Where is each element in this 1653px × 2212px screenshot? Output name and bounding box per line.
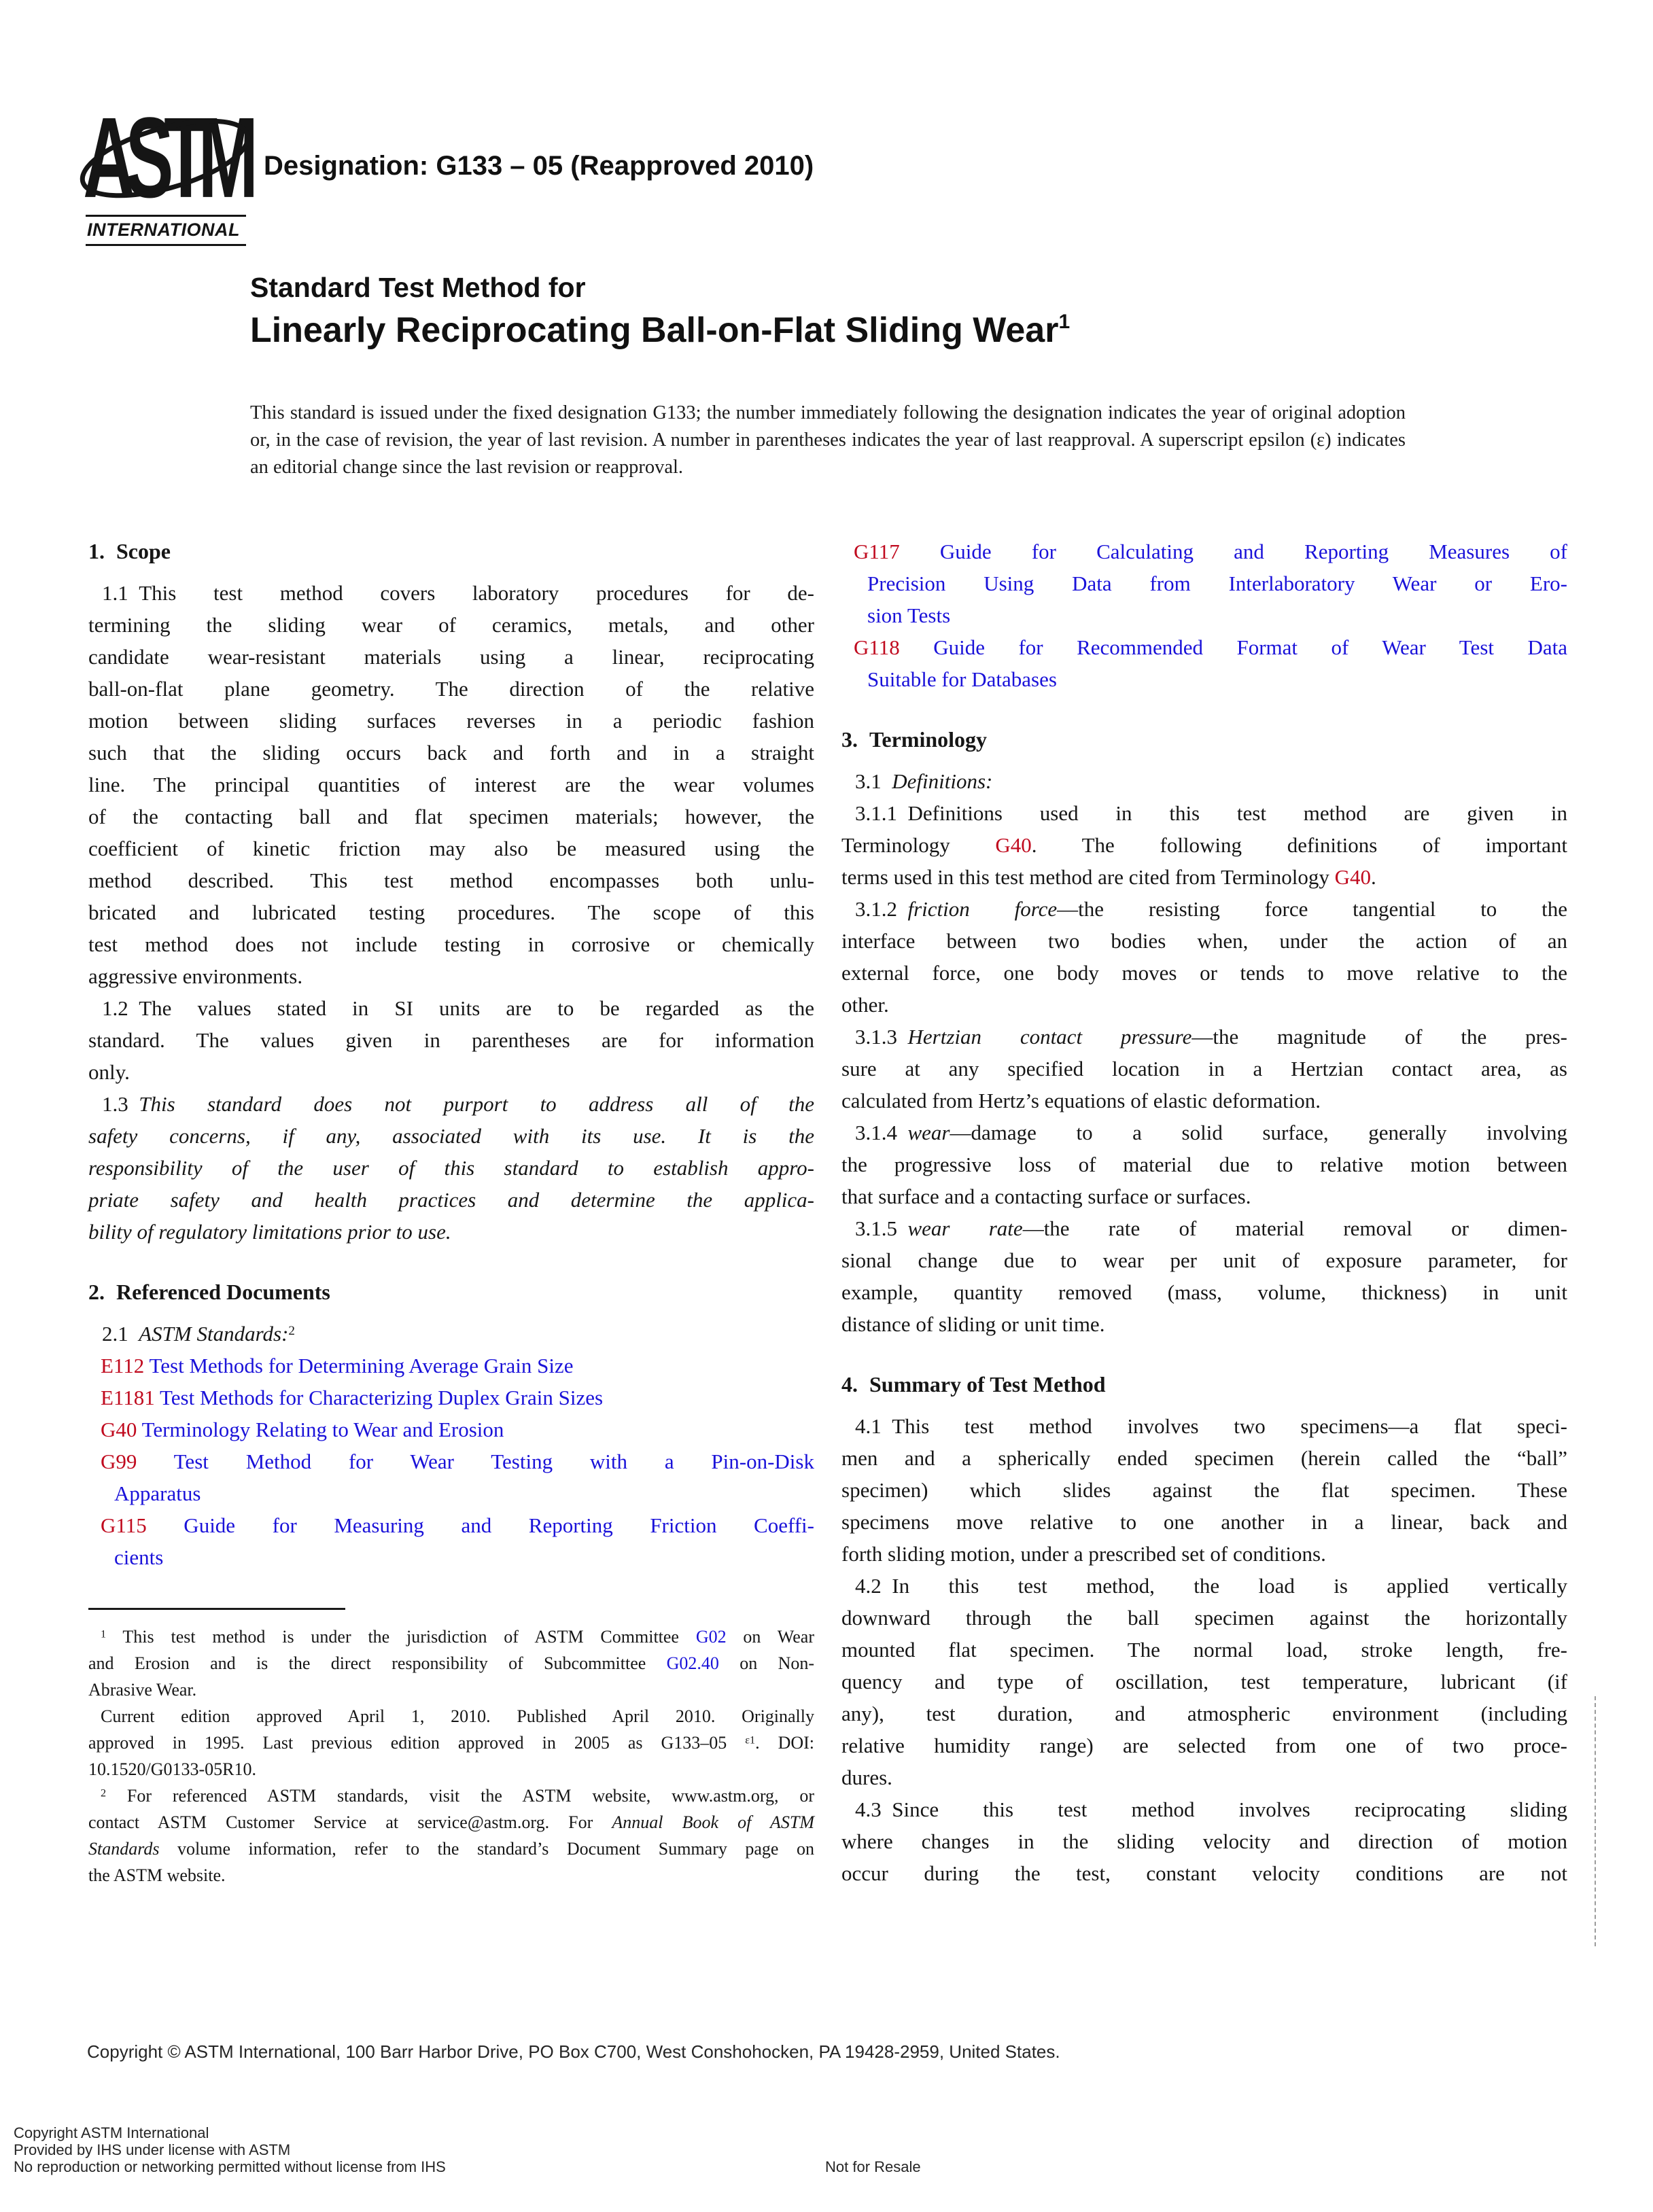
text-line: 3.1 Definitions: (855, 769, 993, 793)
text-line: test method does not include testing in corrosive or chemically (88, 932, 814, 956)
section-number: 4. (841, 1372, 858, 1397)
text-line: 4.2 In this test method, the load is applied vertically (855, 1574, 1567, 1598)
section-number: 1. (88, 539, 105, 563)
text-segment: ε1 (745, 1734, 756, 1746)
text-line: Terminology G40. The following definitions of important (841, 833, 1568, 857)
text-line: of the contacting ball and flat specimen materials; however, the (88, 805, 814, 828)
text-line: candidate wear-resistant materials using a linear, reciprocating (88, 645, 814, 669)
section-number: 2. (88, 1280, 105, 1304)
footnotes-section (88, 1608, 814, 1889)
reference-link[interactable]: E112 (101, 1354, 145, 1377)
reference-link[interactable]: Guide for Recommended Format of Wear Test Data (899, 635, 1567, 659)
text-line: specimen) which slides against the flat specimen. These (841, 1478, 1567, 1502)
text-line: quency and type of oscillation, test temperature, lubricant (if (841, 1670, 1567, 1693)
text-line: and Erosion and is the direct responsibility of Subcommittee G02.40 on Non- (88, 1653, 814, 1673)
paragraph (841, 797, 1567, 893)
reference-entry (841, 536, 1567, 631)
astm-logo-subtitle: INTERNATIONAL (87, 220, 240, 240)
reference-link[interactable]: Guide for Measuring and Reporting Friction Coeffi- (146, 1513, 814, 1537)
section-heading (841, 724, 1567, 756)
text-line: bricated and lubricated testing procedures. The scope of this (88, 900, 814, 924)
text-line: $^2$ For referenced ASTM standards, visit the ASTM website, www.astm.org, or (101, 1786, 814, 1806)
text-line: dures. (841, 1766, 892, 1789)
text-line: line. The principal quantities of interest are the wear volumes (88, 773, 814, 796)
text-line: terms used in this test method are cited from Terminology G40. (841, 865, 1376, 889)
text-line: 3.1.1 Definitions used in this test method are given in (855, 801, 1567, 825)
section-title: Referenced Documents (116, 1280, 330, 1304)
reference-link[interactable]: G99 (101, 1450, 137, 1473)
paragraph (88, 1088, 814, 1248)
issuance-note: This standard is issued under the fixed designation G133; the number immediately following the designation indicates the year of original adoption or, in the case of revision, the year of last revision. A number in parentheses indicates the year of last reapproval. A superscript epsilon (ε) indicates an editorial change since the last revision or reapproval. (250, 402, 1406, 478)
text-line: 3.1.4 wear—damage to a solid surface, generally involving (855, 1121, 1567, 1144)
text-line (841, 663, 1567, 695)
section-title: Terminology (869, 727, 988, 752)
text-segment: wear (907, 1121, 950, 1144)
reference-link[interactable]: sion Tests (867, 603, 951, 627)
reference-link[interactable]: G118 (854, 635, 900, 659)
reference-link[interactable]: cients (114, 1545, 164, 1569)
paragraph (88, 1318, 814, 1350)
section-heading (88, 1276, 814, 1308)
text-line: 1.1 This test method covers laboratory procedures for de- (102, 581, 814, 605)
text-line: occur during the test, constant velocity conditions are not (841, 1861, 1567, 1885)
text-line: Standards volume information, refer to the standard’s Document Summary page on (88, 1839, 814, 1859)
text-line: downward through the ball specimen against the horizontally (841, 1606, 1567, 1630)
text-line: termining the sliding wear of ceramics, metals, and other (88, 613, 814, 637)
text-line: the ASTM website. (88, 1865, 226, 1885)
text-segment: This standard does not purport to address all of the (139, 1092, 814, 1116)
logo-divider-bottom (86, 244, 246, 246)
text-line: mounted flat specimen. The normal load, stroke length, fre- (841, 1638, 1567, 1662)
section-heading (88, 536, 814, 567)
text-line: that surface and a contacting surface or surfaces. (841, 1184, 1251, 1208)
not-for-resale-label: Not for Resale (825, 2158, 921, 2175)
astm-logo (83, 94, 249, 246)
reference-link[interactable]: G02.40 (666, 1653, 719, 1673)
section-number: 3. (841, 727, 858, 752)
text-line (88, 1184, 814, 1216)
text-line (88, 1477, 814, 1509)
text-line: 10.1520/G0133-05R10. (88, 1759, 256, 1779)
text-segment: Definitions: (892, 769, 993, 793)
paragraph (841, 1410, 1567, 1570)
text-line: standard. The values given in parentheses are for information (88, 1028, 814, 1052)
paragraph (88, 992, 814, 1088)
text-line: 1.2 The values stated in SI units are to be regarded as the (102, 996, 814, 1020)
text-line: method described. This test method encompasses both unlu- (88, 868, 814, 892)
section-title: Scope (116, 539, 171, 563)
text-line: approved in 1995. Last previous edition approved in 2005 as G133–05 $^{\varepsilon 1}$. DOI: (88, 1733, 815, 1753)
text-segment: 2 (101, 1787, 107, 1800)
text-line (841, 599, 1567, 631)
text-line: example, quantity removed (mass, volume, thickness) in unit (841, 1280, 1567, 1304)
text-line (88, 1382, 814, 1414)
designation-heading: Designation: G133 – 05 (Reapproved 2010) (264, 151, 814, 181)
text-line: 1.3 This standard does not purport to address all of the (102, 1092, 814, 1116)
text-line: such that the sliding occurs back and forth and in a straight (88, 741, 814, 765)
text-segment: Standards (88, 1839, 160, 1859)
text-line (88, 1216, 814, 1248)
reference-link[interactable]: Guide for Calculating and Reporting Measures of (899, 540, 1567, 563)
text-line: external force, one body moves or tends to move relative to the (841, 961, 1567, 985)
footnote (88, 1703, 814, 1783)
reference-link[interactable]: G117 (854, 540, 900, 563)
paragraph (841, 765, 1567, 797)
text-line (88, 1414, 814, 1445)
paragraph (841, 893, 1567, 1021)
astm-logo-mark (83, 94, 249, 223)
reference-link[interactable]: G40 (995, 833, 1032, 857)
text-line: forth sliding motion, under a prescribed set of conditions. (841, 1542, 1326, 1566)
text-line: distance of sliding or unit time. (841, 1312, 1105, 1336)
text-line: $^1$ This test method is under the jurisdiction of ASTM Committee G02 on Wear (101, 1627, 814, 1647)
reference-link[interactable]: G40 (1334, 865, 1371, 889)
scan-change-bar-artifact (1595, 1696, 1596, 1946)
text-line: 2.1 ASTM Standards:$^2$ (102, 1322, 296, 1346)
reference-link[interactable]: Test Method for Wear Testing with a Pin-on-Disk (137, 1450, 814, 1473)
reference-entry (88, 1445, 814, 1509)
text-segment: Hertzian contact pressure (907, 1025, 1192, 1049)
text-line: ball-on-flat plane geometry. The direction of the relative (88, 677, 814, 701)
reference-link[interactable]: G115 (101, 1513, 147, 1537)
text-segment: 1 (101, 1628, 107, 1640)
text-segment: ASTM Standards: (139, 1322, 289, 1346)
footnote (88, 1623, 814, 1703)
reference-entry (88, 1350, 814, 1382)
reference-link[interactable]: Apparatus (114, 1481, 201, 1505)
paragraph (841, 1212, 1567, 1340)
reference-link[interactable]: Terminology Relating to Wear and Erosion (137, 1418, 504, 1441)
text-line: men and a spherically ended specimen (herein called the “ball” (841, 1446, 1567, 1470)
text-line: sure at any specified location in a Hertzian contact area, as (841, 1057, 1567, 1081)
text-line: motion between sliding surfaces reverses in a periodic fashion (88, 709, 814, 733)
text-segment: responsibility of the user of this standard to establish appro- (88, 1156, 814, 1180)
text-segment: wear rate (907, 1216, 1023, 1240)
text-line: sional change due to wear per unit of exposure parameter, for (841, 1248, 1567, 1272)
text-line: any), test duration, and atmospheric environment (including (841, 1702, 1567, 1725)
reference-entry (88, 1414, 814, 1445)
section-title: Summary of Test Method (869, 1372, 1106, 1397)
text-line: 3.1.2 friction force—the resisting force tangential to the (855, 897, 1567, 921)
paragraph (841, 1570, 1567, 1793)
reference-entry (88, 1509, 814, 1573)
text-segment: bility of regulatory limitations prior to use. (88, 1220, 451, 1244)
license-note-line: Provided by IHS under license with ASTM (14, 2141, 291, 2158)
text-line: relative humidity range) are selected from one of two proce- (841, 1734, 1567, 1757)
left-column (88, 536, 814, 1573)
paragraph (841, 1117, 1567, 1212)
title-footnote-marker: 1 (1058, 311, 1071, 333)
text-line: aggressive environments. (88, 964, 303, 988)
text-line: where changes in the sliding velocity and direction of motion (841, 1829, 1567, 1853)
text-segment: safety concerns, if any, associated with its use. It is the (88, 1124, 814, 1148)
paragraph (841, 1021, 1567, 1117)
text-line: 3.1.3 Hertzian contact pressure—the magnitude of the pres- (855, 1025, 1567, 1049)
reference-link[interactable]: Test Methods for Determining Average Grain Size (144, 1354, 574, 1377)
text-line (841, 567, 1567, 599)
text-segment: friction force (907, 897, 1058, 921)
text-line (88, 1350, 814, 1382)
paragraph (841, 1793, 1567, 1889)
text-line (88, 1152, 814, 1184)
license-note-line: Copyright ASTM International (14, 2124, 209, 2141)
text-line: the progressive loss of material due to relative motion between (841, 1153, 1567, 1176)
paragraph (88, 577, 814, 992)
reference-link[interactable]: E1181 (101, 1386, 155, 1409)
footnote (88, 1783, 814, 1889)
text-line: coefficient of kinetic friction may also be measured using the (88, 837, 814, 860)
right-column (841, 536, 1567, 1889)
text-line: other. (841, 993, 889, 1017)
text-line: Abrasive Wear. (88, 1680, 197, 1700)
document-title-prefix: Standard Test Method for (250, 272, 586, 303)
text-line: specimens move relative to one another in a linear, back and (841, 1510, 1567, 1534)
reference-link[interactable]: Precision Using Data from Interlaboratory Wear or Ero- (867, 572, 1567, 595)
reference-link[interactable]: Suitable for Databases (867, 667, 1057, 691)
text-segment: Annual Book of ASTM (612, 1812, 814, 1832)
globe-orbit-icon (76, 109, 254, 208)
text-segment: priate safety and health practices and determine the applica- (88, 1188, 814, 1212)
text-line (88, 1541, 814, 1573)
reference-link[interactable]: Test Methods for Characterizing Duplex Grain Sizes (154, 1386, 604, 1409)
text-line (88, 1120, 814, 1152)
reference-link[interactable]: G02 (695, 1627, 727, 1647)
text-line (841, 631, 1567, 663)
text-line: Current edition approved April 1, 2010. Published April 2010. Originally (101, 1706, 814, 1726)
reference-link[interactable]: G40 (101, 1418, 137, 1441)
text-line: 4.3 Since this test method involves reciprocating sliding (855, 1797, 1567, 1821)
text-line: 4.1 This test method involves two specimens—a flat speci- (855, 1414, 1567, 1438)
astm-logo-letters: ASTM (83, 94, 249, 223)
document-title (250, 310, 1070, 351)
license-note-line: No reproduction or networking permitted without license from IHS (14, 2158, 446, 2175)
section-heading (841, 1369, 1567, 1401)
license-note (14, 2124, 446, 2175)
text-line (88, 1445, 814, 1477)
text-line: contact ASTM Customer Service at service@astm.org. For Annual Book of ASTM (88, 1812, 814, 1832)
text-segment: 2 (288, 1323, 296, 1338)
reference-entry (841, 631, 1567, 695)
text-line (88, 1509, 814, 1541)
footnotes-body (88, 1623, 814, 1889)
copyright-line: Copyright © ASTM International, 100 Barr Harbor Drive, PO Box C700, West Conshohocken, PA 19428-2959, United States. (87, 2041, 1060, 2062)
text-line: only. (88, 1060, 130, 1084)
text-line (841, 536, 1567, 567)
footnote-divider (88, 1608, 345, 1610)
reference-entry (88, 1382, 814, 1414)
text-line: interface between two bodies when, under the action of an (841, 929, 1567, 953)
text-line: calculated from Hertz’s equations of elastic deformation. (841, 1089, 1321, 1112)
document-title-text: Linearly Reciprocating Ball-on-Flat Sliding Wear (250, 311, 1059, 350)
text-line: 3.1.5 wear rate—the rate of material removal or dimen- (855, 1216, 1568, 1240)
